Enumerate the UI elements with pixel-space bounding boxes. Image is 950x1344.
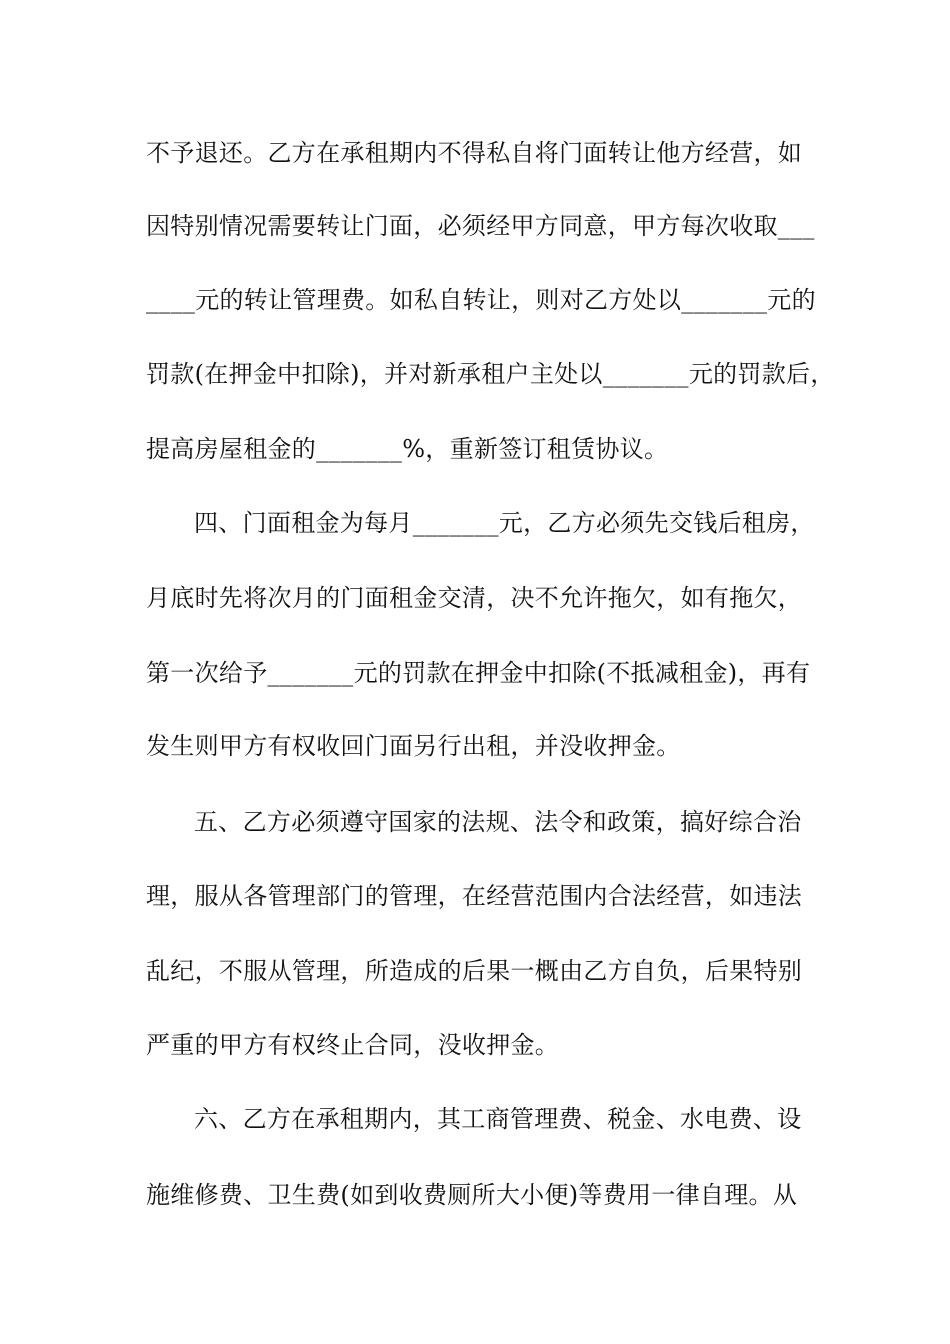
text-line: 施维修费、卫生费(如到收费厕所大小便)等费用一律自理。从: [146, 1181, 798, 1209]
paragraph-start-line: 四、门面租金为每月_______元，乙方必须先交钱后租房，: [194, 509, 815, 537]
text-line: 因特别情况需要转让门面，必须经甲方同意，甲方每次收取___: [146, 212, 815, 240]
text-line: 第一次给予_______元的罚款在押金中扣除(不抵减租金)，再有: [146, 659, 811, 687]
text-line: 不予退还。乙方在承租期内不得私自将门面转让他方经营，如: [146, 139, 803, 167]
text-line: 月底时先将次月的门面租金交清，决不允许拖欠，如有拖欠，: [146, 584, 803, 612]
text-line: 发生则甲方有权收回门面另行出租，并没收押金。: [146, 732, 681, 760]
text-line: 乱纪，不服从管理，所造成的后果一概由乙方自负，后果特别: [146, 957, 803, 985]
text-line: ____元的转让管理费。如私自转让，则对乙方处以_______元的: [146, 286, 816, 314]
text-line: 罚款(在押金中扣除)，并对新承租户主处以_______元的罚款后，: [146, 360, 835, 388]
text-line: 理，服从各管理部门的管理，在经营范围内合法经营，如违法: [146, 882, 803, 910]
paragraph-start-line: 六、乙方在承租期内，其工商管理费、税金、水电费、设: [194, 1105, 802, 1133]
paragraph-start-line: 五、乙方必须遵守国家的法规、法令和政策，搞好综合治: [194, 808, 802, 836]
text-line: 严重的甲方有权终止合同，没收押金。: [146, 1031, 560, 1059]
text-line: 提高房屋租金的_______%，重新签订租赁协议。: [146, 435, 669, 463]
